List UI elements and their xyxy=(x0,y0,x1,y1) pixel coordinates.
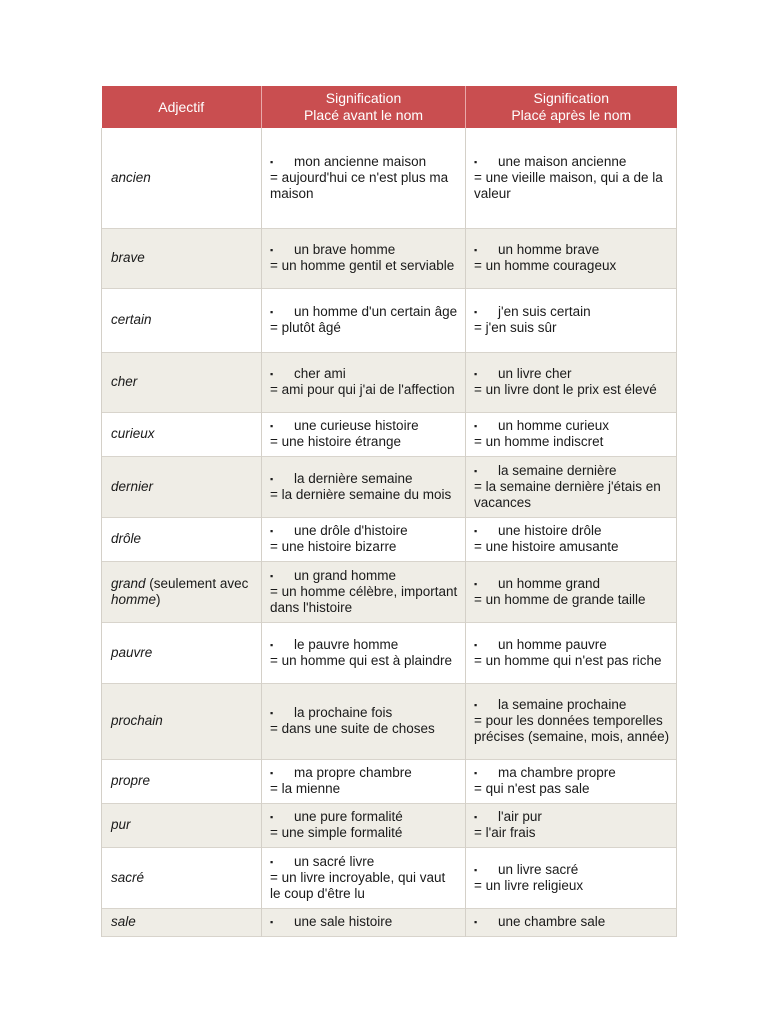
bullet-icon: ▪ xyxy=(474,700,478,710)
example-phrase xyxy=(270,637,459,653)
bullet-icon: ▪ xyxy=(270,526,274,536)
meaning-text: = une histoire amusante xyxy=(474,539,619,554)
example-text: un homme grand xyxy=(498,575,601,591)
meaning-text: = qui n'est pas sale xyxy=(474,781,590,796)
example-text: un livre cher xyxy=(498,366,572,381)
table-row xyxy=(102,683,677,759)
bullet-icon: ▪ xyxy=(270,473,274,484)
meaning-text: = la dernière semaine du mois xyxy=(270,486,452,502)
meaning-after-cell xyxy=(466,456,677,517)
meaning-text: = j'en suis sûr xyxy=(474,320,557,335)
meaning-before-cell xyxy=(262,517,466,561)
header-after-line1: Signification xyxy=(533,90,609,106)
meaning-before-cell xyxy=(262,622,466,683)
meaning-before-cell xyxy=(262,561,466,622)
meaning-text: = une simple formalité xyxy=(270,825,403,840)
meaning-text: = une histoire étrange xyxy=(270,434,401,449)
meaning-before-cell xyxy=(262,128,466,228)
example-text: une sale histoire xyxy=(294,914,393,929)
meaning-before-cell xyxy=(262,288,466,352)
meaning-text: = un livre incroyable, qui vaut le coup d'être lu xyxy=(270,869,446,901)
adjective-note-prefix: (seulement avec xyxy=(145,575,249,591)
adjective-word: pur xyxy=(111,817,131,832)
bullet-icon: ▪ xyxy=(270,812,274,822)
adjective-cell xyxy=(102,128,262,228)
meaning-text: = un homme qui n'est pas riche xyxy=(474,652,662,668)
meaning-after-cell xyxy=(466,561,677,622)
table-row xyxy=(102,908,677,936)
example-text: mon ancienne maison xyxy=(294,153,427,169)
example-text: un homme d'un certain âge xyxy=(294,304,458,319)
bullet-icon: ▪ xyxy=(474,812,478,822)
example-text: une histoire drôle xyxy=(498,523,602,538)
meaning-text: = un homme célèbre, important dans l'histoire xyxy=(270,583,458,615)
meaning-text: = la mienne xyxy=(270,781,341,796)
bullet-icon: ▪ xyxy=(270,570,274,581)
meaning-before-cell xyxy=(262,847,466,908)
bullet-icon: ▪ xyxy=(474,307,478,317)
bullet-icon: ▪ xyxy=(474,245,478,255)
bullet-icon: ▪ xyxy=(474,421,478,431)
adjective-word: brave xyxy=(111,250,145,265)
adjective-word: prochain xyxy=(111,713,163,728)
adjective-cell xyxy=(102,847,262,908)
meaning-text: = une histoire bizarre xyxy=(270,539,397,554)
example-phrase xyxy=(270,914,459,930)
header-after-line2: Placé après le nom xyxy=(511,107,632,123)
meaning-text: = dans une suite de choses xyxy=(270,721,435,736)
adjective-word: sale xyxy=(111,914,136,929)
table-row xyxy=(102,228,677,288)
bullet-icon: ▪ xyxy=(474,526,478,536)
adjective-cell xyxy=(102,352,262,412)
example-phrase xyxy=(474,914,670,930)
header-adjective-label: Adjectif xyxy=(158,98,205,115)
bullet-icon: ▪ xyxy=(270,639,274,650)
meaning-text: = une vieille maison, qui a de la valeur xyxy=(474,169,663,201)
table-header xyxy=(102,86,677,128)
table-body xyxy=(102,128,677,936)
example-phrase xyxy=(474,523,670,539)
adjective-cell xyxy=(102,759,262,803)
header-row xyxy=(102,86,677,128)
bullet-icon: ▪ xyxy=(270,708,274,718)
bullet-icon: ▪ xyxy=(270,245,274,255)
example-phrase xyxy=(474,697,670,713)
example-text: un homme pauvre xyxy=(498,636,607,652)
table-row xyxy=(102,759,677,803)
adjective-cell xyxy=(102,412,262,456)
meaning-text: = pour les données temporelles précises (semaine, mois, année) xyxy=(474,713,670,744)
meaning-before-cell xyxy=(262,412,466,456)
meaning-text: = la semaine dernière j'étais en vacances xyxy=(474,478,661,510)
meaning-text: = plutôt âgé xyxy=(270,320,341,335)
example-phrase xyxy=(270,523,459,539)
meaning-text: = un livre dont le prix est élevé xyxy=(474,382,657,397)
example-phrase xyxy=(474,463,670,479)
meaning-before-cell xyxy=(262,759,466,803)
adjective-cell xyxy=(102,517,262,561)
example-phrase xyxy=(474,366,670,382)
example-text: j'en suis certain xyxy=(498,304,591,319)
table-row xyxy=(102,561,677,622)
example-phrase xyxy=(474,637,670,653)
example-text: un livre sacré xyxy=(498,861,579,877)
meaning-after-cell xyxy=(466,412,677,456)
bullet-icon: ▪ xyxy=(474,639,478,650)
bullet-icon: ▪ xyxy=(270,917,274,927)
meaning-text: = un homme courageux xyxy=(474,258,617,273)
meaning-text: = un homme indiscret xyxy=(474,434,604,449)
example-text: une pure formalité xyxy=(294,809,403,824)
adjective-cell xyxy=(102,456,262,517)
meaning-after-cell xyxy=(466,622,677,683)
meaning-after-cell xyxy=(466,847,677,908)
example-phrase xyxy=(474,154,670,170)
example-text: cher ami xyxy=(294,366,346,381)
meaning-before-cell xyxy=(262,683,466,759)
meaning-before-cell xyxy=(262,803,466,847)
adjective-word: pauvre xyxy=(111,644,153,660)
example-text: un brave homme xyxy=(294,242,396,257)
adjective-cell xyxy=(102,803,262,847)
meaning-text: = un livre religieux xyxy=(474,877,584,893)
example-phrase xyxy=(270,471,459,487)
adjective-cell xyxy=(102,622,262,683)
example-phrase xyxy=(270,242,459,258)
example-text: un homme brave xyxy=(498,242,600,257)
example-text: une maison ancienne xyxy=(498,153,627,169)
example-text: la semaine dernière xyxy=(498,462,617,478)
adjective-cell xyxy=(102,228,262,288)
example-text: la semaine prochaine xyxy=(498,697,627,712)
meaning-text: = ami pour qui j'ai de l'affection xyxy=(270,382,455,397)
meaning-text: = l'air frais xyxy=(474,825,536,840)
adjective-word: grand xyxy=(111,575,146,591)
meaning-after-cell xyxy=(466,352,677,412)
adjective-word: sacré xyxy=(111,869,145,885)
example-phrase xyxy=(474,418,670,434)
meaning-text: = aujourd'hui ce n'est plus ma maison xyxy=(270,169,449,201)
example-phrase xyxy=(474,242,670,258)
adjective-word: ancien xyxy=(111,169,151,185)
adjective-note-word: homme xyxy=(111,591,157,607)
table-row xyxy=(102,288,677,352)
adjective-word: cher xyxy=(111,374,138,389)
meaning-after-cell xyxy=(466,759,677,803)
header-before-line2: Placé avant le nom xyxy=(303,107,424,123)
adjective-word: curieux xyxy=(111,426,155,441)
bullet-icon: ▪ xyxy=(270,156,274,167)
table-row xyxy=(102,622,677,683)
bullet-icon: ▪ xyxy=(474,864,478,875)
table-row xyxy=(102,352,677,412)
bullet-icon: ▪ xyxy=(270,421,274,431)
meaning-after-cell xyxy=(466,517,677,561)
meaning-before-cell xyxy=(262,456,466,517)
adjective-word: certain xyxy=(111,312,152,327)
bullet-icon: ▪ xyxy=(474,156,478,167)
example-text: un grand homme xyxy=(294,567,397,583)
example-text: ma chambre propre xyxy=(498,765,616,780)
bullet-icon: ▪ xyxy=(270,768,274,778)
adjective-cell xyxy=(102,288,262,352)
example-phrase xyxy=(270,568,459,584)
table-row xyxy=(102,847,677,908)
meaning-after-cell xyxy=(466,683,677,759)
header-after xyxy=(466,86,677,128)
bullet-icon: ▪ xyxy=(270,856,274,867)
adjective-note-suffix: ) xyxy=(156,591,161,607)
adjective-cell xyxy=(102,683,262,759)
example-phrase xyxy=(474,809,670,825)
bullet-icon: ▪ xyxy=(474,768,478,778)
example-phrase xyxy=(474,765,670,781)
example-phrase xyxy=(270,418,459,434)
adjective-word: drôle xyxy=(111,531,142,546)
header-adjective xyxy=(102,86,262,128)
bullet-icon: ▪ xyxy=(270,307,274,317)
example-text: un sacré livre xyxy=(294,853,375,869)
adjective-word: propre xyxy=(111,773,151,788)
header-before-line1: Signification xyxy=(325,90,402,106)
example-text: la dernière semaine xyxy=(294,470,413,486)
meaning-text: = un homme gentil et serviable xyxy=(270,258,455,273)
meaning-text: = un homme qui est à plaindre xyxy=(270,652,452,668)
example-phrase xyxy=(270,366,459,382)
header-before xyxy=(262,86,466,128)
example-text: ma propre chambre xyxy=(294,765,412,780)
adjective-cell xyxy=(102,561,262,622)
meaning-after-cell xyxy=(466,128,677,228)
example-phrase xyxy=(474,304,670,320)
adjective-cell xyxy=(102,908,262,936)
example-phrase xyxy=(474,576,670,592)
table-row xyxy=(102,412,677,456)
meaning-text: = un homme de grande taille xyxy=(474,591,646,607)
meaning-after-cell xyxy=(466,908,677,936)
meaning-before-cell xyxy=(262,908,466,936)
meaning-before-cell xyxy=(262,352,466,412)
table-row xyxy=(102,128,677,228)
example-text: la prochaine fois xyxy=(294,705,393,720)
meaning-after-cell xyxy=(466,288,677,352)
example-phrase xyxy=(270,809,459,825)
meaning-before-cell xyxy=(262,228,466,288)
example-phrase xyxy=(270,854,459,870)
example-phrase xyxy=(270,154,459,170)
adjective-word: dernier xyxy=(111,478,154,494)
example-text: une drôle d'histoire xyxy=(294,523,408,538)
example-phrase xyxy=(270,705,459,721)
example-text: l'air pur xyxy=(498,809,542,824)
example-text: un homme curieux xyxy=(498,418,610,433)
example-text: une chambre sale xyxy=(498,914,606,929)
meaning-after-cell xyxy=(466,228,677,288)
example-phrase xyxy=(270,304,459,320)
example-text: le pauvre homme xyxy=(294,636,399,652)
bullet-icon: ▪ xyxy=(474,578,478,589)
table-row xyxy=(102,803,677,847)
table-row xyxy=(102,456,677,517)
example-phrase xyxy=(474,862,670,878)
meaning-after-cell xyxy=(466,803,677,847)
example-phrase xyxy=(270,765,459,781)
table-row xyxy=(102,517,677,561)
bullet-icon: ▪ xyxy=(474,917,478,927)
bullet-icon: ▪ xyxy=(270,369,274,379)
bullet-icon: ▪ xyxy=(474,369,478,379)
adjective-meaning-table xyxy=(101,86,677,937)
bullet-icon: ▪ xyxy=(474,465,478,476)
example-text: une curieuse histoire xyxy=(294,418,419,433)
